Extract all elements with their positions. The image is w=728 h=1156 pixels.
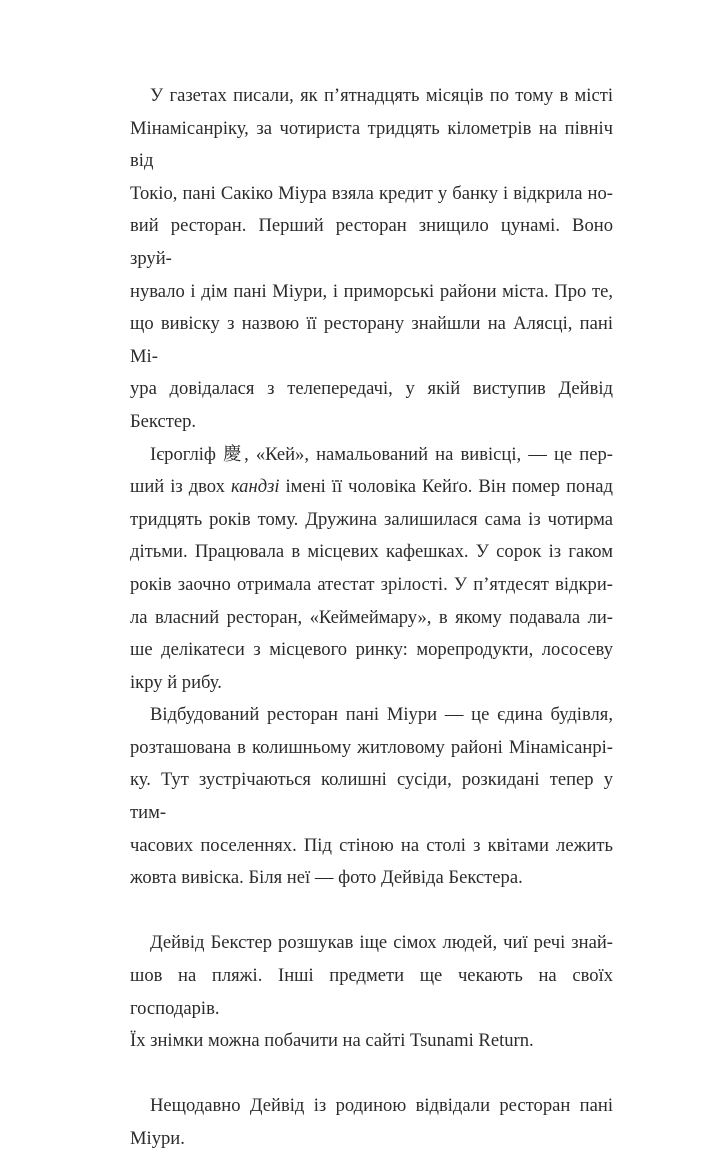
text-line — [130, 1025, 613, 1058]
text-line — [130, 830, 613, 863]
text-segment: що вивіску з назвою її ресторану знайшли на Алясці, пані Мі- — [130, 313, 613, 367]
text-segment: вий ресторан. Перший ресторан знищило цунамі. Воно зруй- — [130, 215, 613, 269]
text-line — [130, 373, 613, 438]
text-segment: Нещодавно Дейвід із родиною відвідали ресторан пані — [150, 1095, 613, 1117]
text-segment: Ієрогліф 慶, «Кей», намальований на вивісці, — це пер- — [150, 443, 613, 465]
text-line — [130, 210, 613, 275]
text-line — [130, 178, 613, 211]
text-line — [130, 927, 613, 960]
text-line — [130, 504, 613, 537]
text-segment: часових поселеннях. Під стіною на столі з квітами лежить — [130, 834, 613, 856]
text-line — [130, 276, 613, 309]
text-segment: Відбудований ресторан пані Міури — це єдина будівля, — [150, 704, 613, 726]
text-segment: розташована в колишньому житловому районі Мінамісанрі- — [130, 736, 613, 758]
text-line — [130, 1090, 613, 1123]
text-line — [130, 569, 613, 602]
book-page — [130, 80, 613, 1156]
text-segment: ку. Тут зустрічаються колишні сусіди, розкидані тепер у тим- — [130, 769, 613, 824]
text-segment: Їх знімки можна побачити на сайті Tsunami Return. — [130, 1030, 534, 1052]
text-line — [130, 602, 613, 635]
paragraph — [130, 80, 613, 439]
text-segment: ікру й рибу. — [130, 671, 222, 693]
paragraph — [130, 927, 613, 1057]
text-segment: Токіо, пані Сакіко Міура взяла кредит у банку і відкрила но- — [130, 182, 613, 204]
text-line — [130, 667, 613, 700]
paragraph — [130, 1090, 613, 1155]
text-line — [130, 536, 613, 569]
paragraph — [130, 699, 613, 895]
text-segment: Мінамісанріку, за чотириста тридцять кілометрів на північ від — [130, 117, 613, 172]
text-segment: нувало і дім пані Міури, і приморські райони міста. Про те, — [130, 280, 613, 302]
text-line — [130, 439, 613, 472]
text-segment: ше делікатеси з місцевого ринку: морепродукти, лососеву — [130, 639, 613, 661]
text-line — [130, 308, 613, 373]
text-segment: імені її чоловіка Кейґо. Він помер понад — [279, 476, 613, 498]
text-line — [130, 634, 613, 667]
text-segment: шов на пляжі. Інші предмети ще чекають на своїх господарів. — [130, 965, 613, 1019]
italic-term: кандзі — [230, 476, 280, 498]
text-line — [130, 113, 613, 178]
text-line — [130, 764, 613, 829]
text-segment: У газетах писали, як п’ятнадцять місяців по тому в місті — [150, 85, 613, 106]
text-segment: Міури. — [130, 1128, 185, 1149]
text-line — [130, 471, 613, 504]
paragraph — [130, 439, 613, 700]
text-segment: Дейвід Бекстер розшукав іще сімох людей, чиї речі знай- — [150, 932, 613, 954]
text-line — [130, 699, 613, 732]
text-line — [130, 80, 613, 113]
text-segment: років заочно отримала атестат зрілості. У п’ятдесят відкри- — [130, 573, 613, 595]
text-segment: тридцять років тому. Дружина залишилася сама із чотирма — [130, 508, 613, 530]
text-segment: ла власний ресторан, «Кеймеймару», в якому подавала ли- — [130, 606, 613, 628]
text-segment: дітьми. Працювала в місцевих кафешках. У сорок із гаком — [130, 541, 613, 563]
text-line — [130, 1123, 613, 1156]
text-segment: жовта вивіска. Біля неї — фото Дейвіда Бекстера. — [130, 867, 523, 889]
text-segment: ший із двох — [130, 476, 231, 498]
text-line — [130, 960, 613, 1025]
text-line — [130, 862, 613, 895]
text-segment: ура довідалася з телепередачі, у якій виступив Дейвід Бекстер. — [130, 378, 613, 432]
text-line — [130, 732, 613, 765]
